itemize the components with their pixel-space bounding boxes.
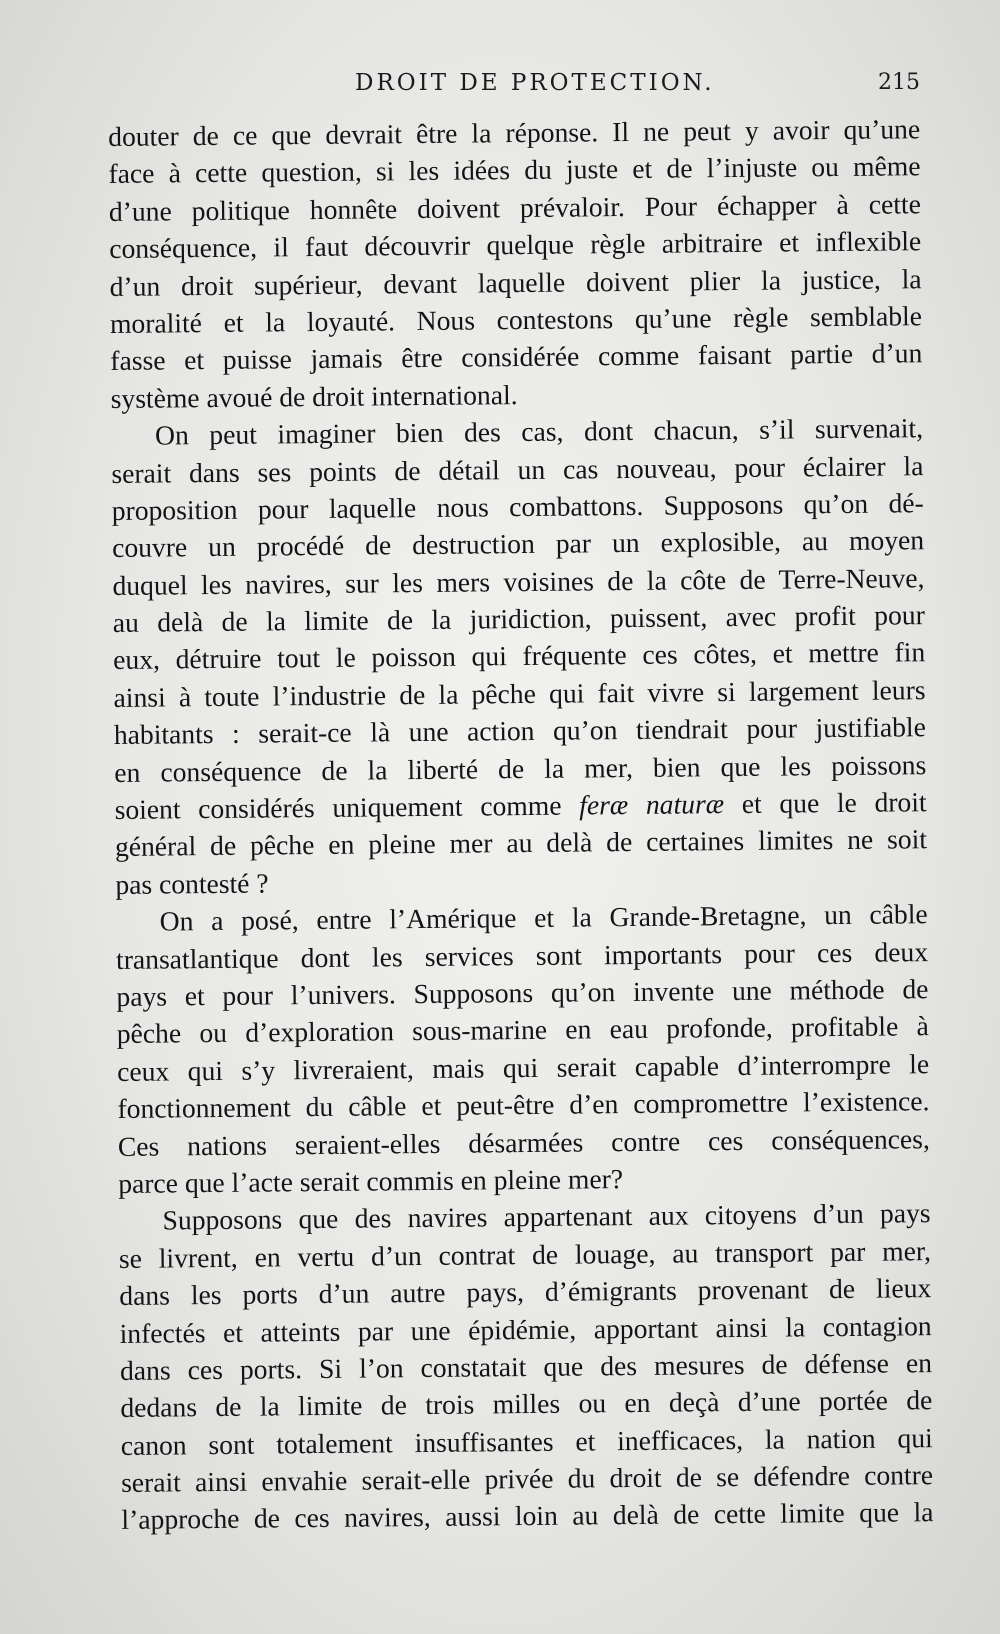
page-number: 215 bbox=[878, 70, 920, 95]
text-line: dedans de la limite de trois milles ou en deçà d’une portée de bbox=[120, 1384, 933, 1424]
text-line: pays et pour l’univers. Supposons qu’on invente une méthode de bbox=[116, 973, 929, 1012]
text-line: couvre un procédé de destruction par un explosible, au moyen bbox=[111, 524, 925, 564]
running-title: DROIT DE PROTECTION. bbox=[355, 70, 715, 96]
paragraph-1 bbox=[108, 110, 923, 417]
text-line: serait dans ses points de détail un cas nouveau, pour éclairer la bbox=[111, 449, 924, 489]
text-line: général de pêche en pleine mer au delà de certaines limites ne soit bbox=[114, 823, 928, 863]
text-line: dans ces ports. Si l’on constatait que des mesures de défense en bbox=[119, 1347, 933, 1386]
text-line: l’approche de ces navires, aussi loin au delà de cette limite que la bbox=[121, 1496, 934, 1536]
text-line: système avoué de droit international. bbox=[110, 378, 518, 414]
text-line: canon sont totalement insuffisantes et inefficaces, la nation qui bbox=[120, 1421, 933, 1461]
text-line: pas contesté ? bbox=[115, 867, 269, 900]
text-line: parce que l’acte serait commis en pleine mer? bbox=[118, 1163, 624, 1199]
text-line: Supposons que des navires appartenant aux citoyens d’un pays bbox=[162, 1197, 931, 1236]
text-line: On a posé, entre l’Amérique et la Grande-Bretagne, un câble bbox=[159, 898, 928, 937]
text-line: pêche ou d’exploration sous-marine en eau profonde, profitable à bbox=[116, 1010, 929, 1050]
text-line: douter de ce que devrait être la réponse. Il ne peut y avoir qu’une bbox=[108, 113, 921, 152]
text-line: transatlantique dont les services sont importants pour ces deux bbox=[115, 935, 929, 975]
text-line: au delà de la limite de la juridiction, puissent, avec profit pour bbox=[112, 599, 925, 639]
text-line: d’une politique honnête doivent prévaloir. Pour échapper à cette bbox=[108, 187, 922, 227]
text-segment: et que le droit bbox=[723, 786, 927, 820]
text-line: fasse et puisse jamais être considérée comme faisant partie d’un bbox=[110, 337, 923, 377]
text-line: face à cette question, si les idées du juste et de l’injuste ou même bbox=[108, 150, 921, 190]
text-segment: soient considérés uniquement comme bbox=[114, 789, 580, 825]
text-line: se livrent, en vertu d’un contrat de louage, au transport par mer, bbox=[118, 1234, 932, 1274]
text-line: dans les ports d’un autre pays, d’émigrants provenant de lieux bbox=[119, 1272, 932, 1312]
text-line: serait ainsi envahie serait-elle privée du droit de se défendre contre bbox=[120, 1459, 934, 1498]
text-line: infectés et atteints par une épidémie, apportant ainsi la contagion bbox=[119, 1309, 932, 1349]
text-line: conséquence, il faut découvrir quelque règle arbitraire et inflexible bbox=[109, 225, 922, 265]
text-line: ainsi à toute l’industrie de la pêche qui fait vivre si largement leurs bbox=[113, 674, 926, 713]
paragraph-2 bbox=[111, 409, 928, 903]
text-line: eux, détruire tout le poisson qui fréquente ces côtes, et mettre fin bbox=[113, 636, 926, 676]
text-line: moralité et la loyauté. Nous contestons qu’une règle semblable bbox=[109, 300, 923, 339]
text-line: On peut imaginer bien des cas, dont chacun, s’il survenait, bbox=[154, 412, 924, 451]
body-text bbox=[108, 110, 934, 1539]
text-line: d’un droit supérieur, devant laquelle doivent plier la justice, la bbox=[109, 262, 922, 302]
running-head bbox=[0, 70, 1000, 110]
text-line: fonctionnement du câble et peut-être d’en compromettre l’existence. bbox=[117, 1085, 930, 1125]
text-line: Ces nations seraient-elles désarmées contre ces conséquences, bbox=[117, 1122, 930, 1162]
text-line: duquel les navires, sur les mers voisines de la côte de Terre-Neuve, bbox=[112, 561, 925, 601]
text-line: habitants : serait-ce là une action qu’on tiendrait pour justifiable bbox=[113, 711, 927, 751]
text-line: en conséquence de la liberté de la mer, bien que les poissons bbox=[114, 748, 927, 788]
text-line: proposition pour laquelle nous combattons. Supposons qu’on dé- bbox=[111, 487, 924, 526]
paragraph-4 bbox=[118, 1194, 933, 1538]
paragraph-3 bbox=[116, 895, 931, 1202]
italic-phrase: feræ naturæ bbox=[579, 788, 725, 821]
text-line: ceux qui s’y livreraient, mais qui serait capable d’interrompre le bbox=[117, 1047, 930, 1087]
